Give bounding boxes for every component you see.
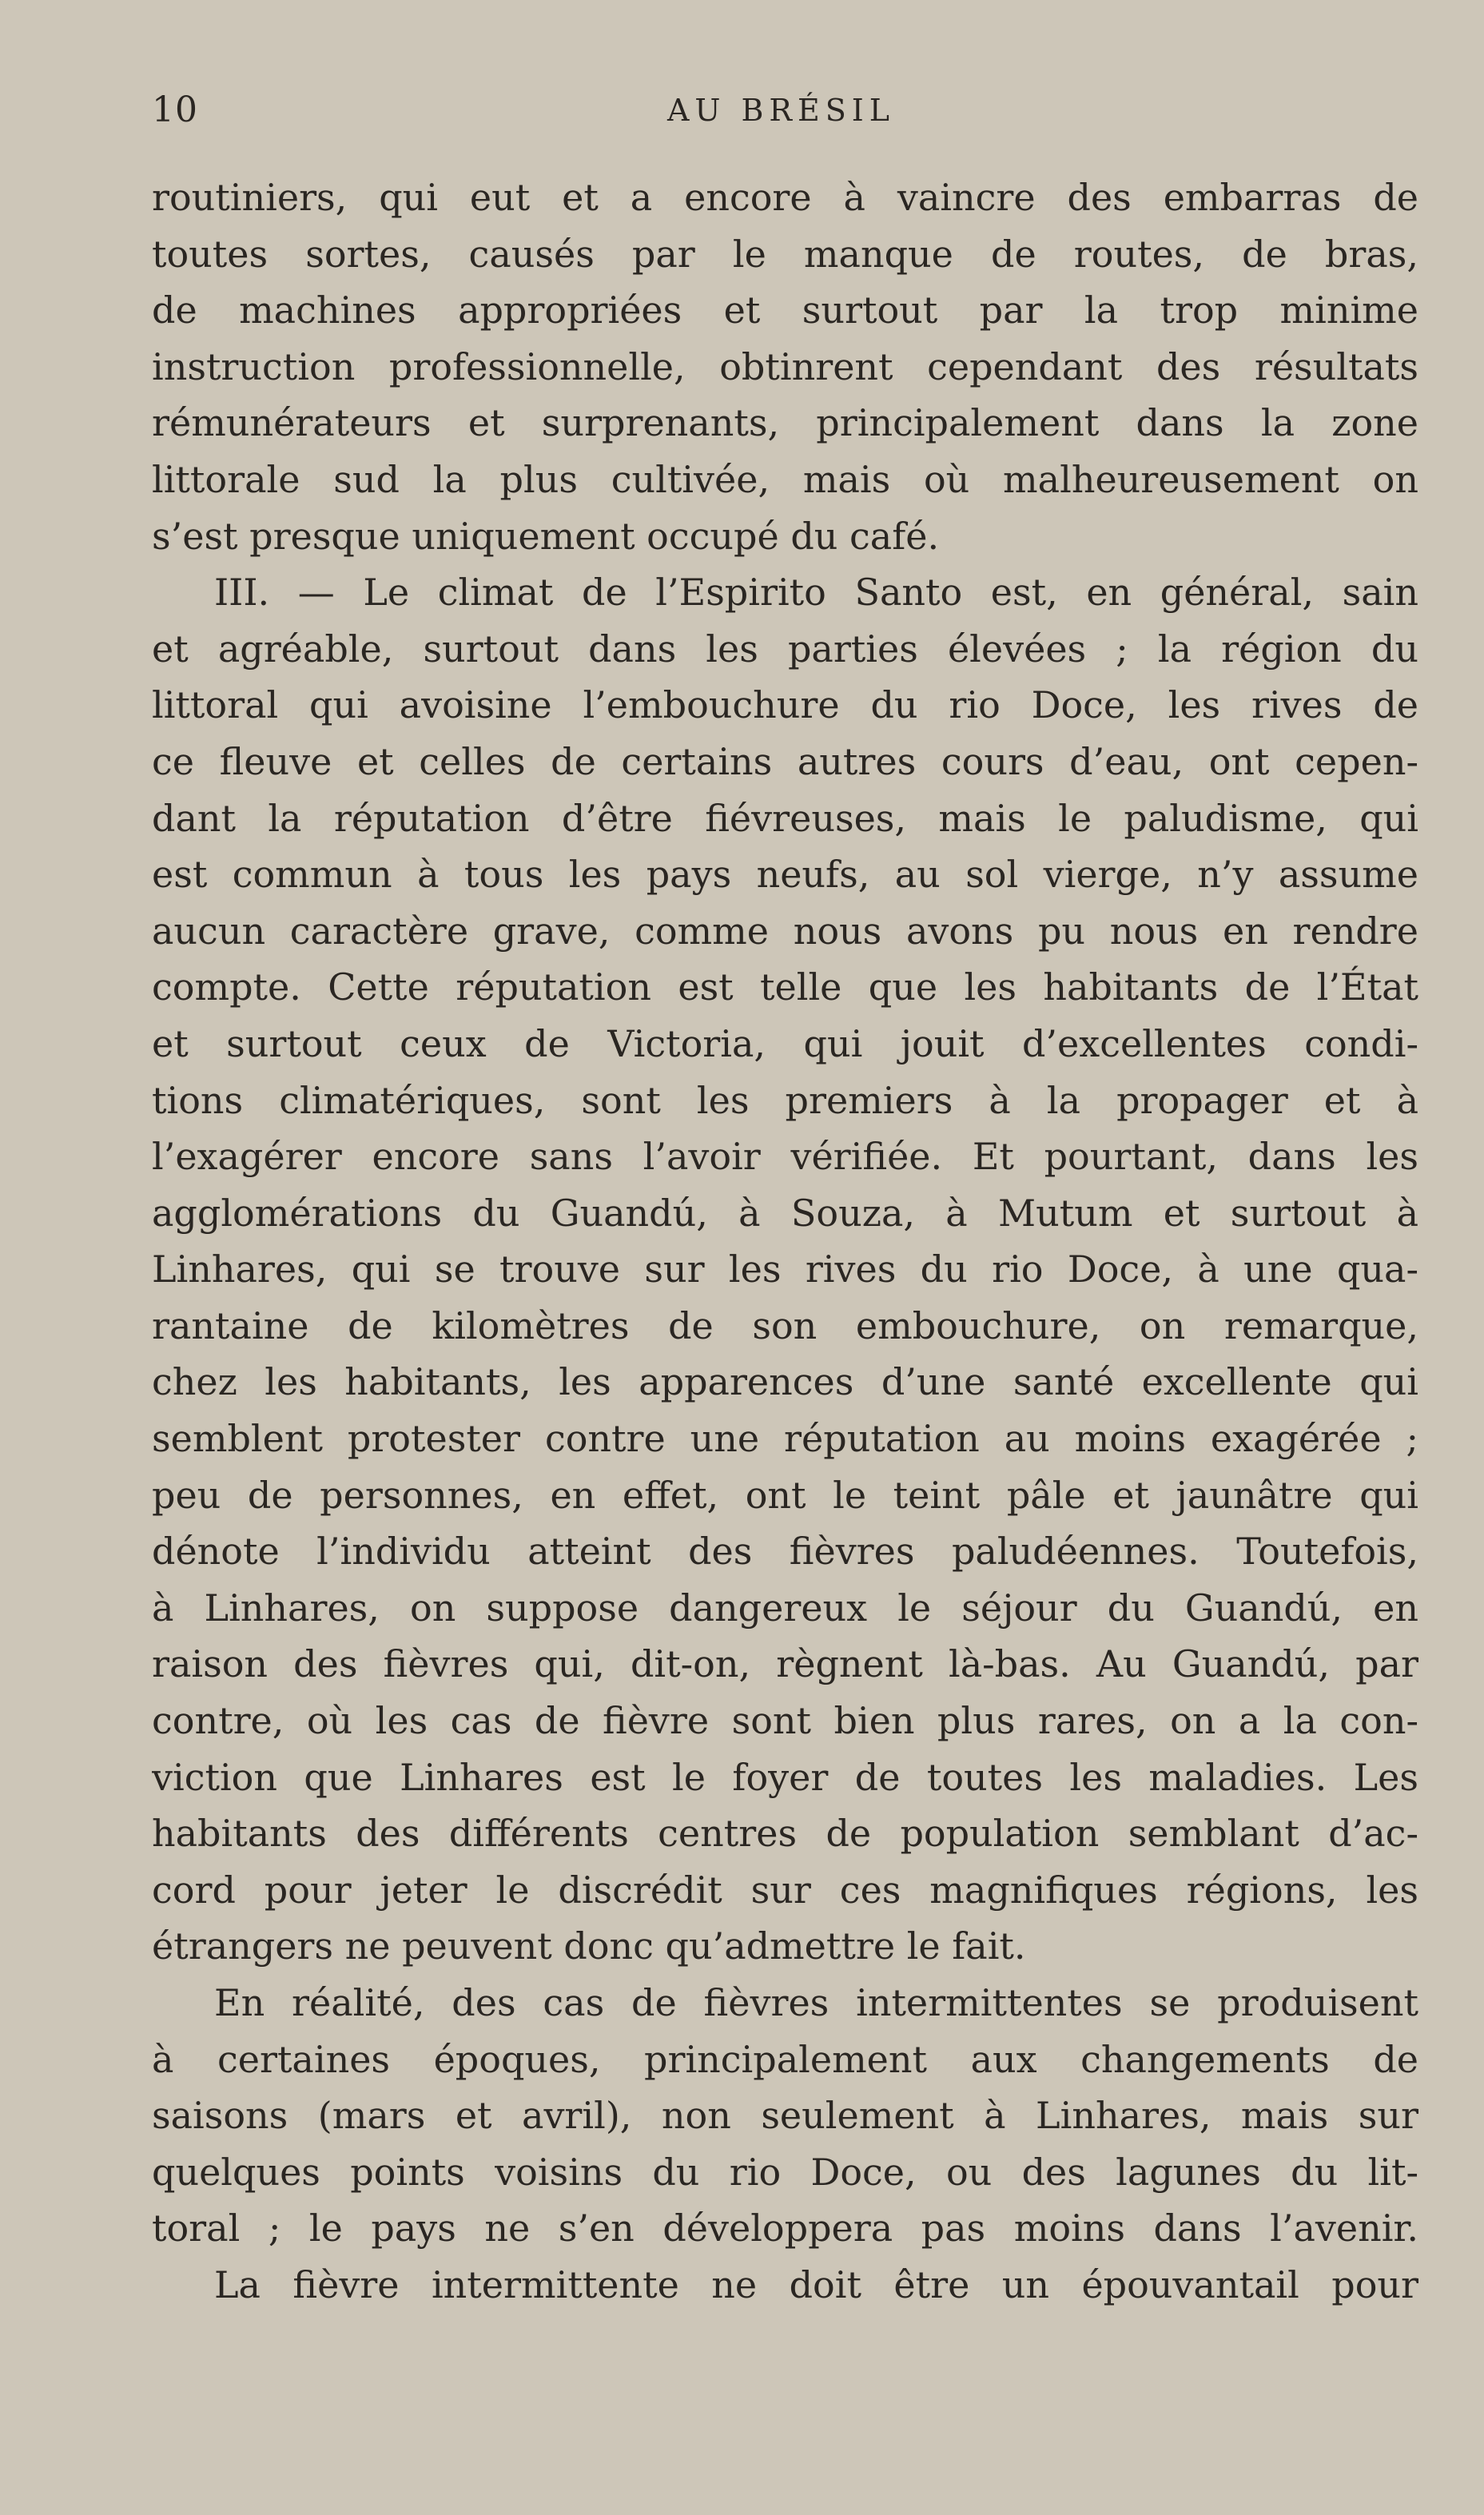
- text-line: compte. Cette réputation est telle que les habitants de l’État: [152, 965, 1418, 1009]
- text-line: s’est presque uniquement occupé du café.: [152, 514, 940, 558]
- body-text: [152, 169, 1418, 2314]
- text-line: La fièvre intermittente ne doit être un épouvantail pour: [214, 2262, 1418, 2306]
- text-line: de machines appropriées et surtout par la trop minime: [152, 289, 1418, 332]
- text-line: toutes sortes, causés par le manque de routes, de bras,: [152, 232, 1418, 276]
- text-line: rémunérateurs et surprenants, principalement dans la zone: [152, 401, 1418, 445]
- text-line: aucun caractère grave, comme nous avons pu nous en rendre: [152, 909, 1418, 953]
- text-line: à certaines époques, principalement aux changements de: [152, 2037, 1418, 2081]
- text-line: instruction professionnelle, obtinrent cependant des résultats: [152, 344, 1418, 388]
- text-line: contre, où les cas de fièvre sont bien plus rares, on a la con-: [152, 1699, 1418, 1743]
- text-line: toral ; le pays ne s’en développera pas moins dans l’avenir.: [152, 2207, 1418, 2250]
- page-number: 10: [152, 90, 198, 130]
- text-line: quelques points voisins du rio Doce, ou des lagunes du lit-: [152, 2150, 1418, 2194]
- text-line: dant la réputation d’être fiévreuses, mais le paludisme, qui: [152, 796, 1418, 840]
- text-line: agglomérations du Guandú, à Souza, à Mutum et surtout à: [152, 1191, 1418, 1235]
- text-line: littoral qui avoisine l’embouchure du rio Doce, les rives de: [152, 683, 1418, 727]
- running-title: AU BRÉSIL: [666, 93, 896, 128]
- text-line: tions climatériques, sont les premiers à la propager et à: [152, 1078, 1418, 1122]
- text-line: cord pour jeter le discrédit sur ces magnifiques régions, les: [152, 1868, 1418, 1912]
- text-line: habitants des différents centres de population semblant d’ac-: [152, 1812, 1418, 1856]
- text-line: littorale sud la plus cultivée, mais où malheureusement on: [152, 457, 1418, 501]
- running-head: [152, 90, 1410, 137]
- text-line: chez les habitants, les apparences d’une santé excellente qui: [152, 1360, 1418, 1404]
- text-line: et surtout ceux de Victoria, qui jouit d’excellentes condi-: [152, 1021, 1418, 1065]
- text-line: En réalité, des cas de fièvres intermittentes se produisent: [214, 1981, 1418, 2024]
- text-line: dénote l’individu atteint des fièvres paludéennes. Toutefois,: [152, 1530, 1418, 1574]
- text-line: viction que Linhares est le foyer de toutes les maladies. Les: [152, 1755, 1418, 1799]
- text-line: saisons (mars et avril), non seulement à Linhares, mais sur: [152, 2094, 1418, 2138]
- text-line: semblent protester contre une réputation au moins exagérée ;: [152, 1417, 1418, 1461]
- text-line: ce fleuve et celles de certains autres cours d’eau, ont cepen-: [152, 739, 1418, 783]
- text-line: l’exagérer encore sans l’avoir vérifiée. Et pourtant, dans les: [152, 1135, 1418, 1179]
- text-line: Linhares, qui se trouve sur les rives du rio Doce, à une qua-: [152, 1248, 1418, 1291]
- text-line: raison des fièvres qui, dit-on, règnent là-bas. Au Guandú, par: [152, 1642, 1418, 1686]
- text-line: III. — Le climat de l’Espirito Santo est, en général, sain: [214, 571, 1418, 615]
- text-line: est commun à tous les pays neufs, au sol vierge, n’y assume: [152, 853, 1418, 897]
- text-line: à Linhares, on suppose dangereux le séjour du Guandú, en: [152, 1586, 1418, 1630]
- text-line: étrangers ne peuvent donc qu’admettre le fait.: [152, 1924, 1026, 1968]
- text-line: peu de personnes, en effet, ont le teint pâle et jaunâtre qui: [152, 1473, 1418, 1517]
- text-line: routiniers, qui eut et a encore à vaincre des embarras de: [152, 176, 1418, 219]
- text-line: rantaine de kilomètres de son embouchure, on remarque,: [152, 1303, 1418, 1347]
- text-line: et agréable, surtout dans les parties élevées ; la région du: [152, 627, 1418, 671]
